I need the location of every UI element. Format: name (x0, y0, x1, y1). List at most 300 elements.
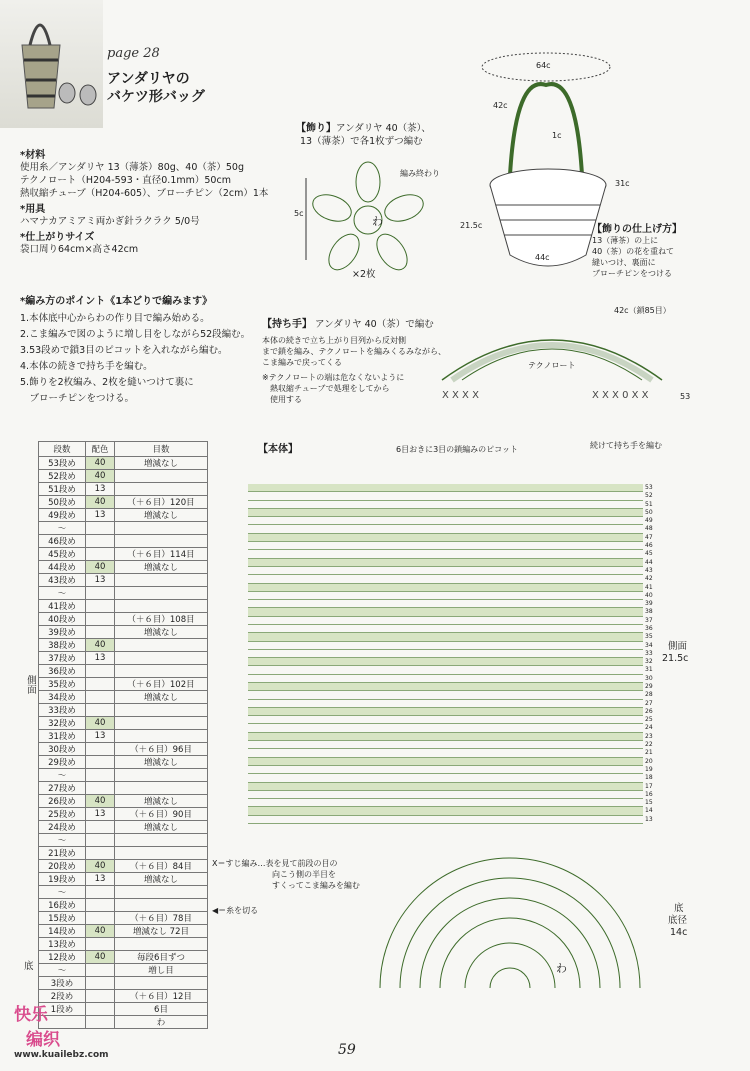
table-cell-color (86, 626, 115, 639)
decoration-line2: 13（薄茶）で各1枚ずつ編む (300, 136, 423, 147)
table-cell-row: 38段め (39, 639, 86, 652)
table-cell-color (86, 548, 115, 561)
chart-row (248, 617, 643, 625)
table-cell-count: （＋６目）90目 (115, 808, 208, 821)
row-number: 23 (645, 732, 653, 740)
table-cell-row: 12段め (39, 951, 86, 964)
table-cell-row: 34段め (39, 691, 86, 704)
table-row (14, 808, 208, 821)
handle-diagram (432, 310, 682, 405)
section-bottom: 底 (24, 961, 34, 972)
handle-note: 使用する (262, 395, 302, 404)
handle-length: 42c（鎖85目） (614, 306, 671, 315)
table-cell-row: 30段め (39, 743, 86, 756)
chart-row (248, 716, 643, 724)
bottom-center: わ (556, 962, 567, 975)
table-cell-row: 43段め (39, 574, 86, 587)
table-row (14, 457, 208, 470)
table-cell-color (86, 834, 115, 847)
finishing-line: 縫いつけ、裏面に (592, 258, 656, 267)
chart-row (248, 783, 643, 791)
bag-handle-width: 1c (552, 131, 562, 140)
legend (212, 858, 360, 916)
finishing-line: ブローチピンをつける (592, 269, 672, 278)
row-number: 21 (645, 749, 653, 757)
table-cell-row: 24段め (39, 821, 86, 834)
table-row (14, 873, 208, 886)
table-row (14, 574, 208, 587)
point-line: 1.本体底中心からわの作り目で編み始める。 (20, 313, 210, 324)
chart-row (248, 666, 643, 674)
handle-heading: 【持ち手】 (262, 319, 312, 330)
chart-row (248, 807, 643, 815)
page-number: 59 (338, 1042, 356, 1058)
table-cell-color (86, 886, 115, 899)
table-cell-row: 19段め (39, 873, 86, 886)
table-cell-color (86, 899, 115, 912)
table-cell-count: 増減なし (115, 821, 208, 834)
table-cell-color: 40 (86, 925, 115, 938)
table-cell-row: ～ (39, 587, 86, 600)
table-cell-count (115, 834, 208, 847)
watermark-line2: 编织 (26, 1030, 60, 1050)
row-number: 29 (645, 683, 653, 691)
table-row (14, 639, 208, 652)
row-number: 35 (645, 633, 653, 641)
row-number: 24 (645, 724, 653, 732)
rows-table (14, 441, 208, 1029)
table-header: 目数 (115, 442, 208, 457)
table-row (14, 730, 208, 743)
table-cell-row: 33段め (39, 704, 86, 717)
handle-line: まで鎖を編み、テクノロートを編みくるみながら、 (262, 347, 446, 356)
table-cell-count: 増減なし (115, 509, 208, 522)
table-row (14, 964, 208, 977)
chart-row (248, 675, 643, 683)
handle-text (262, 318, 446, 405)
table-cell-row: 13段め (39, 938, 86, 951)
row-number: 41 (645, 583, 653, 591)
row-number: 42 (645, 575, 653, 583)
table-cell-count (115, 717, 208, 730)
table-cell-count (115, 600, 208, 613)
svg-text:X X X X: X X X X (442, 390, 479, 401)
handle-line: こま編みで戻ってくる (262, 358, 342, 367)
table-cell-color: 13 (86, 873, 115, 886)
table-cell-color (86, 535, 115, 548)
table-cell-count: （＋６目）114目 (115, 548, 208, 561)
table-cell-row: 46段め (39, 535, 86, 548)
row-number: 15 (645, 799, 653, 807)
chart-row (248, 559, 643, 567)
point-line: ブローチピンをつける。 (20, 393, 135, 404)
table-cell-count (115, 470, 208, 483)
flower-center: わ (372, 215, 383, 228)
table-row (14, 704, 208, 717)
table-row (14, 756, 208, 769)
table-cell-count: わ (115, 1016, 208, 1029)
table-cell-row: 36段め (39, 665, 86, 678)
table-cell-row: ～ (39, 964, 86, 977)
table-cell-count (115, 769, 208, 782)
table-cell-count (115, 704, 208, 717)
chart-row (248, 625, 643, 633)
row-number: 39 (645, 600, 653, 608)
chart-row (248, 708, 643, 716)
point-line: 2.こま編みで図のように増し目をしながら52段編む。 (20, 329, 251, 340)
table-cell-color (86, 847, 115, 860)
materials-line: 使用糸／アンダリヤ 13（薄茶）80g、40（茶）50g (20, 162, 244, 173)
table-row (14, 717, 208, 730)
title-line2: バケツ形バッグ (107, 89, 205, 105)
table-cell-color (86, 977, 115, 990)
table-cell-row: 2段め (39, 990, 86, 1003)
table-cell-row: 45段め (39, 548, 86, 561)
table-row (14, 912, 208, 925)
table-cell-count (115, 782, 208, 795)
side-size: 21.5c (662, 653, 689, 664)
table-cell-count (115, 639, 208, 652)
row-number: 52 (645, 492, 653, 500)
table-cell-row: 41段め (39, 600, 86, 613)
row-number: 22 (645, 741, 653, 749)
bottom-size: 底径 (668, 915, 688, 926)
side-label: 側面 (668, 641, 688, 652)
chart-row (248, 542, 643, 550)
svg-text:X X X 0 X X: X X X 0 X X (592, 390, 649, 401)
row-number: 28 (645, 691, 653, 699)
table-row (14, 587, 208, 600)
chart-row (248, 608, 643, 616)
handle-line: 本体の続きで立ち上がり目列から反対側 (262, 336, 406, 345)
chart-row (248, 741, 643, 749)
table-cell-row: 26段め (39, 795, 86, 808)
bag-bottom: 44c (535, 253, 550, 262)
row-number: 49 (645, 517, 653, 525)
table-cell-row: 14段め (39, 925, 86, 938)
table-cell-count (115, 522, 208, 535)
decoration-text (296, 122, 431, 148)
table-row (14, 483, 208, 496)
table-cell-count: 増し目 (115, 964, 208, 977)
table-cell-row: 52段め (39, 470, 86, 483)
table-cell-row: 31段め (39, 730, 86, 743)
table-cell-count: （＋６目）12目 (115, 990, 208, 1003)
table-cell-row: ～ (39, 834, 86, 847)
table-cell-count (115, 899, 208, 912)
chart-row (248, 683, 643, 691)
bottom-val: 14c (670, 927, 688, 938)
table-header: 配色 (86, 442, 115, 457)
row-number: 53 (645, 484, 653, 491)
row-number: 17 (645, 782, 653, 790)
handle-desc: アンダリヤ 40（茶）で編む (315, 319, 434, 330)
rows-table-wrap (14, 441, 208, 1029)
row-number: 38 (645, 608, 653, 616)
table-row (14, 743, 208, 756)
title-line1: アンダリヤの (107, 71, 190, 87)
table-cell-count: （＋６目）96目 (115, 743, 208, 756)
row-number: 40 (645, 591, 653, 599)
table-cell-color: 13 (86, 483, 115, 496)
table-row (14, 600, 208, 613)
flower-count: ×2枚 (352, 269, 376, 280)
materials-section (20, 146, 268, 256)
finishing-line: 13（薄茶）の上に (592, 236, 659, 245)
size-heading: *仕上がりサイズ (20, 232, 95, 243)
table-cell-color: 40 (86, 639, 115, 652)
row-number: 25 (645, 716, 653, 724)
chart-row (248, 642, 643, 650)
table-cell-color: 13 (86, 652, 115, 665)
table-cell-count (115, 535, 208, 548)
table-header: 段数 (39, 442, 86, 457)
chart-row (248, 525, 643, 533)
table-cell-row: 51段め (39, 483, 86, 496)
table-cell-row: 20段め (39, 860, 86, 873)
flower-end-label: 編み終わり (400, 169, 440, 178)
row-number: 34 (645, 641, 653, 649)
row-number: 20 (645, 757, 653, 765)
size-text: 袋口周り64cm×高さ42cm (20, 244, 139, 255)
table-cell-count: （＋６目）102目 (115, 678, 208, 691)
chart-row (248, 550, 643, 558)
table-row (14, 860, 208, 873)
row-number: 19 (645, 765, 653, 773)
table-row (14, 821, 208, 834)
tools-text: ハマナカアミアミ両かぎ針ラクラク 5/0号 (20, 216, 200, 227)
table-cell-row: 32段め (39, 717, 86, 730)
row-number: 26 (645, 707, 653, 715)
row-number: 45 (645, 550, 653, 558)
table-cell-count (115, 886, 208, 899)
table-cell-color: 40 (86, 561, 115, 574)
table-cell-color (86, 743, 115, 756)
row-number: 46 (645, 542, 653, 550)
table-cell-color (86, 769, 115, 782)
table-cell-color: 13 (86, 808, 115, 821)
chart-row (248, 567, 643, 575)
row-number: 32 (645, 658, 653, 666)
chart-row (248, 492, 643, 500)
row-number: 48 (645, 525, 653, 533)
table-cell-count (115, 587, 208, 600)
bottom-diagram (370, 828, 650, 998)
legend-line: X＝すじ編み…表を見て前段の目の (212, 859, 338, 868)
table-cell-row: 35段め (39, 678, 86, 691)
picot-label: 6目おきに3目の鎖編みのピコット (396, 445, 519, 454)
chart-row (248, 816, 643, 824)
materials-line: テクノロート（H204-593・直径0.1mm）50cm (20, 175, 231, 186)
table-row (14, 496, 208, 509)
table-row (14, 847, 208, 860)
row-number-column (645, 484, 659, 824)
table-cell-color (86, 821, 115, 834)
table-cell-color (86, 613, 115, 626)
chart-row (248, 774, 643, 782)
table-cell-color: 40 (86, 795, 115, 808)
table-row (14, 951, 208, 964)
table-cell-count: （＋６目）84目 (115, 860, 208, 873)
row-number: 47 (645, 533, 653, 541)
table-cell-count (115, 938, 208, 951)
row-number: 18 (645, 774, 653, 782)
table-row (14, 925, 208, 938)
row-number: 27 (645, 699, 653, 707)
table-cell-count: （＋６目）108目 (115, 613, 208, 626)
legend-cut: ◀＝糸を切る (212, 906, 259, 915)
table-cell-color: 40 (86, 496, 115, 509)
chart-row (248, 600, 643, 608)
table-row (14, 613, 208, 626)
table-cell-count: 増減なし (115, 691, 208, 704)
row-number: 36 (645, 624, 653, 632)
continue-label: 続けて持ち手を編む (590, 441, 662, 450)
points-section (20, 292, 250, 407)
table-cell-row: 15段め (39, 912, 86, 925)
table-cell-row: 50段め (39, 496, 86, 509)
chart-row (248, 658, 643, 666)
table-cell-row: 3段め (39, 977, 86, 990)
table-cell-row: 16段め (39, 899, 86, 912)
watermark (14, 1000, 109, 1060)
table-cell-color (86, 964, 115, 977)
decoration-line1: アンダリヤ 40（茶）、 (336, 123, 431, 134)
flower-size: 5c (294, 209, 304, 218)
table-cell-color (86, 665, 115, 678)
table-cell-count: 増減なし 72目 (115, 925, 208, 938)
chart-row (248, 766, 643, 774)
points-heading: *編み方のポイント《1本どりで編みます》 (20, 296, 213, 307)
table-cell-count (115, 483, 208, 496)
table-cell-color (86, 522, 115, 535)
bag-photo (0, 0, 103, 128)
table-row (14, 938, 208, 951)
table-row (14, 535, 208, 548)
table-cell-row: 39段め (39, 626, 86, 639)
table-cell-row: 29段め (39, 756, 86, 769)
chart-row (248, 749, 643, 757)
chart-row (248, 700, 643, 708)
table-cell-row: 49段め (39, 509, 86, 522)
tools-heading: *用具 (20, 204, 46, 215)
point-line: 5.飾りを2枚編み、2枚を縫いつけて裏に (20, 377, 194, 388)
table-cell-color: 13 (86, 509, 115, 522)
table-cell-count: 増減なし (115, 626, 208, 639)
table-cell-row: ～ (39, 886, 86, 899)
table-cell-count: 6目 (115, 1003, 208, 1016)
bag-side: 31c (615, 179, 630, 188)
row-number: 31 (645, 666, 653, 674)
chart-row (248, 501, 643, 509)
materials-heading: *材料 (20, 150, 46, 161)
table-cell-count: 増減なし (115, 795, 208, 808)
table-cell-color (86, 704, 115, 717)
table-cell-count: （＋６目）120目 (115, 496, 208, 509)
table-cell-color: 40 (86, 860, 115, 873)
table-row (14, 652, 208, 665)
table-row (14, 626, 208, 639)
bottom-label: 底 (674, 903, 684, 914)
row-number: 51 (645, 500, 653, 508)
table-row (14, 782, 208, 795)
chart-row (248, 691, 643, 699)
table-row (14, 769, 208, 782)
watermark-url: www.kuailebz.com (14, 1050, 109, 1060)
table-cell-count (115, 730, 208, 743)
row-number: 14 (645, 807, 653, 815)
bag-photo-drawing (0, 0, 103, 128)
chart-row (248, 633, 643, 641)
finishing-line: 40（茶）の花を重ねて (592, 247, 674, 256)
legend-line: すくってこま編みを編む (272, 881, 360, 890)
table-row (14, 561, 208, 574)
table-cell-row: 1段め (39, 1003, 86, 1016)
row-number: 13 (645, 815, 653, 823)
table-cell-color: 13 (86, 730, 115, 743)
table-row (14, 834, 208, 847)
bag-top-size: 64c (536, 61, 551, 70)
chart-row (248, 724, 643, 732)
row-number: 37 (645, 616, 653, 624)
chart-row (248, 799, 643, 807)
watermark-line1: 快乐 (14, 1005, 48, 1025)
table-cell-count: 増減なし (115, 561, 208, 574)
table-row (14, 548, 208, 561)
table-cell-count (115, 665, 208, 678)
chart-row (248, 575, 643, 583)
table-cell-color: 40 (86, 951, 115, 964)
chart-row (248, 484, 643, 492)
table-cell-count: 毎段6目ずつ (115, 951, 208, 964)
table-cell-color (86, 756, 115, 769)
table-cell-count (115, 574, 208, 587)
body-heading: 【本体】 (258, 444, 298, 455)
row-number: 50 (645, 508, 653, 516)
chart-row (248, 517, 643, 525)
table-cell-color: 13 (86, 574, 115, 587)
bag-handle-size: 42c (493, 101, 508, 110)
row-number: 16 (645, 790, 653, 798)
materials-line: 熱収縮チューブ（H204-605）、ブローチピン（2cm）1本 (20, 188, 269, 199)
table-cell-row: 21段め (39, 847, 86, 860)
table-cell-row: 40段め (39, 613, 86, 626)
handle-note: ※テクノロートの端は危なくないように (262, 373, 405, 382)
table-cell-count: 増減なし (115, 457, 208, 470)
table-cell-color: 40 (86, 470, 115, 483)
decoration-heading: 【飾り】 (296, 123, 336, 134)
table-cell-count: 増減なし (115, 756, 208, 769)
row-number: 44 (645, 558, 653, 566)
chart-row (248, 733, 643, 741)
point-line: 3.53段めで鎖3目のピコットを入れながら編む。 (20, 345, 228, 356)
table-cell-row: 44段め (39, 561, 86, 574)
handle-row53: 53 (680, 392, 691, 401)
finishing-heading: 【飾りの仕上げ方】 (592, 224, 682, 235)
chart-row (248, 791, 643, 799)
chart-row (248, 758, 643, 766)
table-row (14, 470, 208, 483)
table-cell-count: 増減なし (115, 873, 208, 886)
page-label: page 28 (107, 46, 160, 61)
table-cell-row: ～ (39, 769, 86, 782)
table-cell-row: 37段め (39, 652, 86, 665)
legend-line: 向こう側の半目を (272, 870, 336, 879)
table-row (14, 886, 208, 899)
table-cell-count: （＋６目）78目 (115, 912, 208, 925)
point-line: 4.本体の続きで持ち手を編む。 (20, 361, 153, 372)
table-row (14, 977, 208, 990)
